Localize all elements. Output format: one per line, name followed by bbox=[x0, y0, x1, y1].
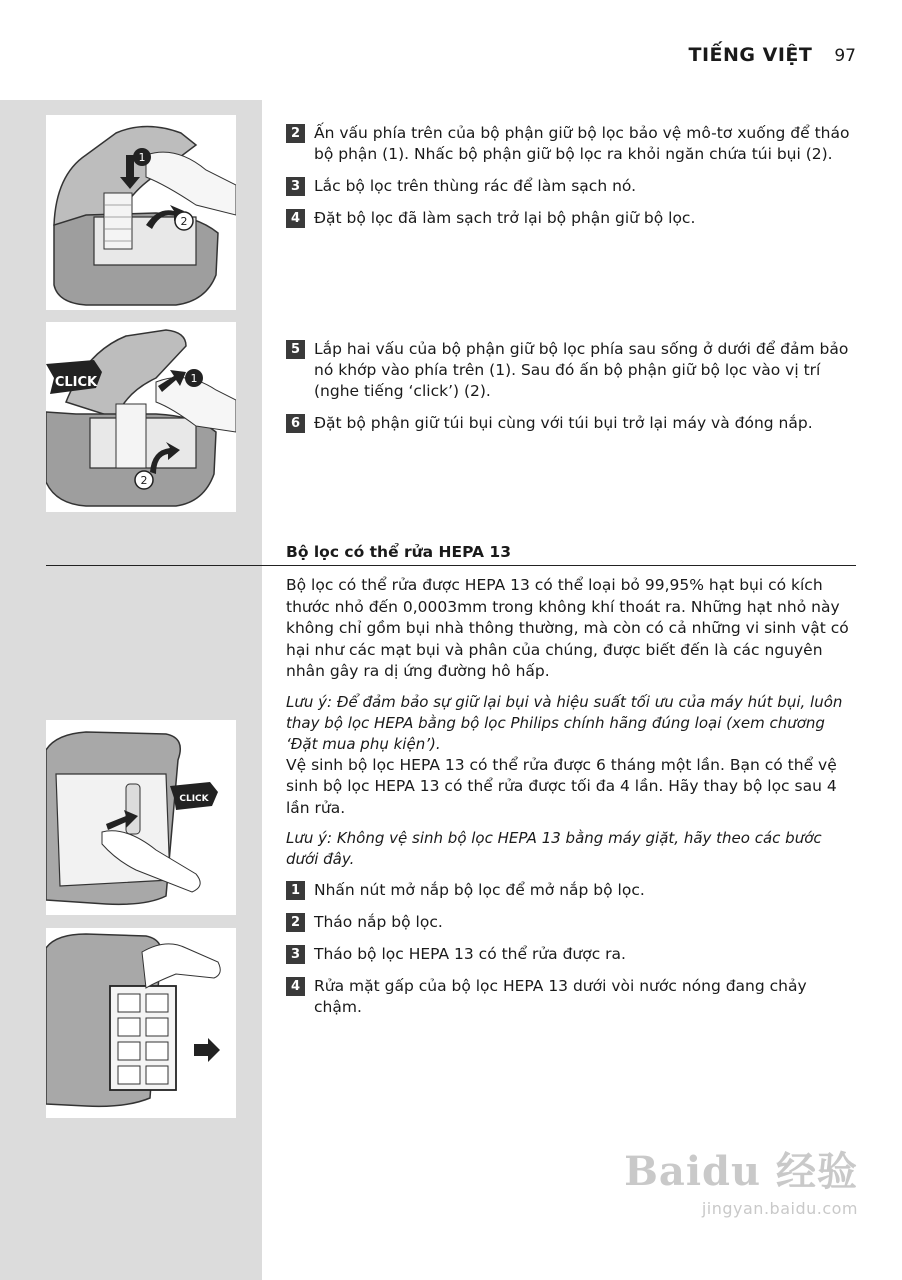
step-text: Lắc bộ lọc trên thùng rác để làm sạch nó. bbox=[314, 177, 637, 195]
step-number: 3 bbox=[286, 177, 305, 196]
step-item bbox=[286, 208, 856, 229]
step-text: Đặt bộ phận giữ túi bụi cùng với túi bụi trở lại máy và đóng nắp. bbox=[314, 414, 813, 432]
step-number: 6 bbox=[286, 414, 305, 433]
callout-2: 2 bbox=[140, 474, 148, 487]
click-label: CLICK bbox=[179, 794, 209, 804]
step-number: 2 bbox=[286, 913, 305, 932]
step-text: Lắp hai vấu của bộ phận giữ bộ lọc phía sau sống ở dưới để đảm bảo nó khớp vào phía trên (1). Sau đó ấn bộ phận giữ bộ lọc vào vị trí (nghe tiếng ‘click’) (2). bbox=[314, 340, 849, 400]
note-genuine-filter: Lưu ý: Để đảm bảo sự giữ lại bụi và hiệu suất tối ưu của máy hút bụi, luôn thay bộ lọc HEPA bằng bộ lọc Philips chính hãng đúng loại (xem chương ‘Đặt mua phụ kiện’). bbox=[286, 692, 843, 753]
watermark bbox=[618, 1140, 858, 1250]
step-number: 4 bbox=[286, 209, 305, 228]
step-item bbox=[286, 413, 856, 434]
figure-insert-filter-holder bbox=[46, 322, 236, 512]
language-title: TIẾNG VIỆT bbox=[688, 44, 813, 66]
vacuum-rear-illustration bbox=[46, 720, 236, 915]
hepa-filter-illustration bbox=[46, 928, 236, 1118]
figure-open-filter-cover bbox=[46, 720, 236, 915]
step-item bbox=[286, 976, 856, 1018]
step-number: 1 bbox=[286, 881, 305, 900]
step-item bbox=[286, 880, 856, 901]
vacuum-open-illustration bbox=[46, 115, 236, 310]
step-text: Ấn vấu phía trên của bộ phận giữ bộ lọc bảo vệ mô-tơ xuống để tháo bộ phận (1). Nhấc bộ phận giữ bộ lọc ra khỏi ngăn chứa túi bụi (2). bbox=[314, 124, 850, 163]
step-item bbox=[286, 176, 856, 197]
hepa-section-body bbox=[286, 575, 856, 1029]
steps-top-list bbox=[286, 123, 856, 240]
page-number: 97 bbox=[834, 46, 856, 66]
step-item bbox=[286, 339, 856, 402]
click-label: CLICK bbox=[54, 375, 98, 390]
step-text: Rửa mặt gấp của bộ lọc HEPA 13 dưới vòi nước nóng đang chảy chậm. bbox=[314, 977, 807, 1016]
section-title: Bộ lọc có thể rửa HEPA 13 bbox=[286, 543, 511, 561]
step-number: 2 bbox=[286, 124, 305, 143]
cleaning-paragraph: Vệ sinh bộ lọc HEPA 13 có thể rửa được 6 tháng một lần. Bạn có thể vệ sinh bộ lọc HEPA 13 có thể rửa được tối đa 4 lần. Hãy thay bộ lọc sau 4 lần rửa. bbox=[286, 755, 837, 817]
step-item bbox=[286, 944, 856, 965]
callout-1: 1 bbox=[190, 372, 198, 385]
step-number: 5 bbox=[286, 340, 305, 359]
step-text: Nhấn nút mở nắp bộ lọc để mở nắp bộ lọc. bbox=[314, 881, 645, 899]
step-text: Tháo bộ lọc HEPA 13 có thể rửa được ra. bbox=[314, 945, 626, 963]
section-divider bbox=[46, 565, 856, 566]
step-number: 3 bbox=[286, 945, 305, 964]
figure-remove-hepa-filter bbox=[46, 928, 236, 1118]
step-text: Tháo nắp bộ lọc. bbox=[314, 913, 443, 931]
callout-2: 2 bbox=[180, 215, 188, 228]
step-text: Đặt bộ lọc đã làm sạch trở lại bộ phận giữ bộ lọc. bbox=[314, 209, 696, 227]
note-no-washing-machine: Lưu ý: Không vệ sinh bộ lọc HEPA 13 bằng máy giặt, hãy theo các bước dưới đây. bbox=[286, 829, 822, 868]
watermark-logo-text: Baidu 经验 bbox=[624, 1148, 858, 1195]
step-item bbox=[286, 123, 856, 165]
vacuum-click-illustration bbox=[46, 322, 236, 512]
intro-paragraph: Bộ lọc có thể rửa được HEPA 13 có thể loại bỏ 99,95% hạt bụi có kích thước nhỏ đến 0,0003mm trong không khí thoát ra. Những hạt nhỏ này không chỉ gồm bụi nhà thông thường, mà còn có cả những vi sinh vật có hại như các mạt bụi và phân của chúng, được biết đến là các nguyên nhân gây ra dị ứng đường hô hấp. bbox=[286, 576, 849, 680]
steps-mid-list bbox=[286, 339, 856, 445]
page-header bbox=[689, 44, 856, 72]
figure-remove-filter-holder bbox=[46, 115, 236, 310]
step-item bbox=[286, 912, 856, 933]
step-number: 4 bbox=[286, 977, 305, 996]
callout-1: 1 bbox=[138, 151, 146, 164]
watermark-url: jingyan.baidu.com bbox=[701, 1199, 858, 1218]
